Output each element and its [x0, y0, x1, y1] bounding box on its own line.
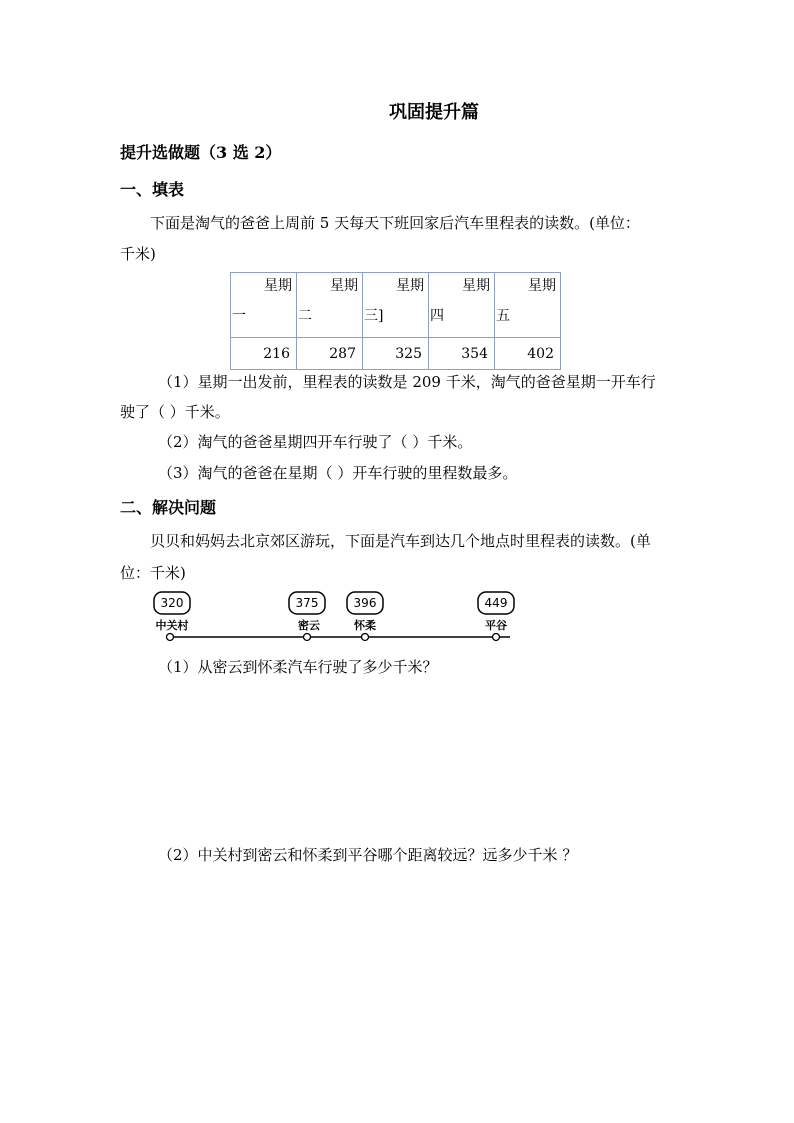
- table-header-cell: 星期 五: [495, 273, 561, 338]
- place-label: 怀柔: [354, 619, 376, 632]
- subtitle: 提升选做题（3 选 2）: [120, 143, 282, 162]
- table-cell: 287: [297, 338, 363, 370]
- table-row: [231, 338, 561, 370]
- section1-intro-line2: 千米): [120, 245, 156, 263]
- table-header-cell: 星期 三]: [363, 273, 429, 338]
- section1-intro-line1: 下面是淘气的爸爸上周前 5 天每天下班回家后汽车里程表的读数。(单位：: [150, 214, 640, 232]
- odometer-reading: 396: [353, 596, 377, 610]
- stop-marker: [493, 634, 500, 641]
- section1-q1-line2: 驶了（ ）千米。: [120, 403, 230, 421]
- table-cell: 402: [495, 338, 561, 370]
- stop-marker: [167, 634, 174, 641]
- odometer-reading: 449: [484, 596, 508, 610]
- section1-q2: （2）淘气的爸爸星期四开车行驶了（ ）千米。: [158, 433, 473, 451]
- section2-q1: （1）从密云到怀柔汽车行驶了多少千米？: [158, 658, 438, 676]
- stop-marker: [362, 634, 369, 641]
- table-header-cell: 星期 一: [231, 273, 297, 338]
- section1-q1-line1: （1）星期一出发前，里程表的读数是 209 千米，淘气的爸爸星期一开车行: [158, 373, 656, 391]
- section2-intro-line2: 位：千米): [120, 564, 186, 582]
- section1-q3: （3）淘气的爸爸在星期（ ）开车行驶的里程数最多。: [158, 464, 518, 482]
- table-cell: 325: [363, 338, 429, 370]
- table-header-cell: 星期 二: [297, 273, 363, 338]
- route-stop: [154, 592, 190, 641]
- place-label: 中关村: [155, 619, 189, 632]
- table-header-row: [231, 273, 561, 338]
- odometer-reading: 375: [295, 596, 319, 610]
- stop-marker: [304, 634, 311, 641]
- route-stop: [289, 592, 325, 641]
- table-cell: 354: [429, 338, 495, 370]
- table-header-cell: 星期 四: [429, 273, 495, 338]
- place-label: 密云: [298, 619, 320, 632]
- odometer-reading: 320: [160, 596, 184, 610]
- route-stop: [347, 592, 383, 641]
- section2-heading: 二、解决问题: [120, 498, 217, 517]
- section2-intro-line1: 贝贝和妈妈去北京郊区游玩，下面是汽车到达几个地点时里程表的读数。(单: [150, 532, 651, 550]
- route-stop: [478, 592, 514, 641]
- section2-q2: （2）中关村到密云和怀柔到平谷哪个距离较远？远多少千米 ？: [158, 846, 578, 864]
- place-label: 平谷: [485, 619, 507, 632]
- section1-heading: 一、填表: [120, 180, 185, 199]
- table-cell: 216: [231, 338, 297, 370]
- route-diagram: [140, 585, 540, 650]
- page-title: 巩固提升篇: [389, 102, 479, 123]
- mileage-table: [230, 272, 561, 370]
